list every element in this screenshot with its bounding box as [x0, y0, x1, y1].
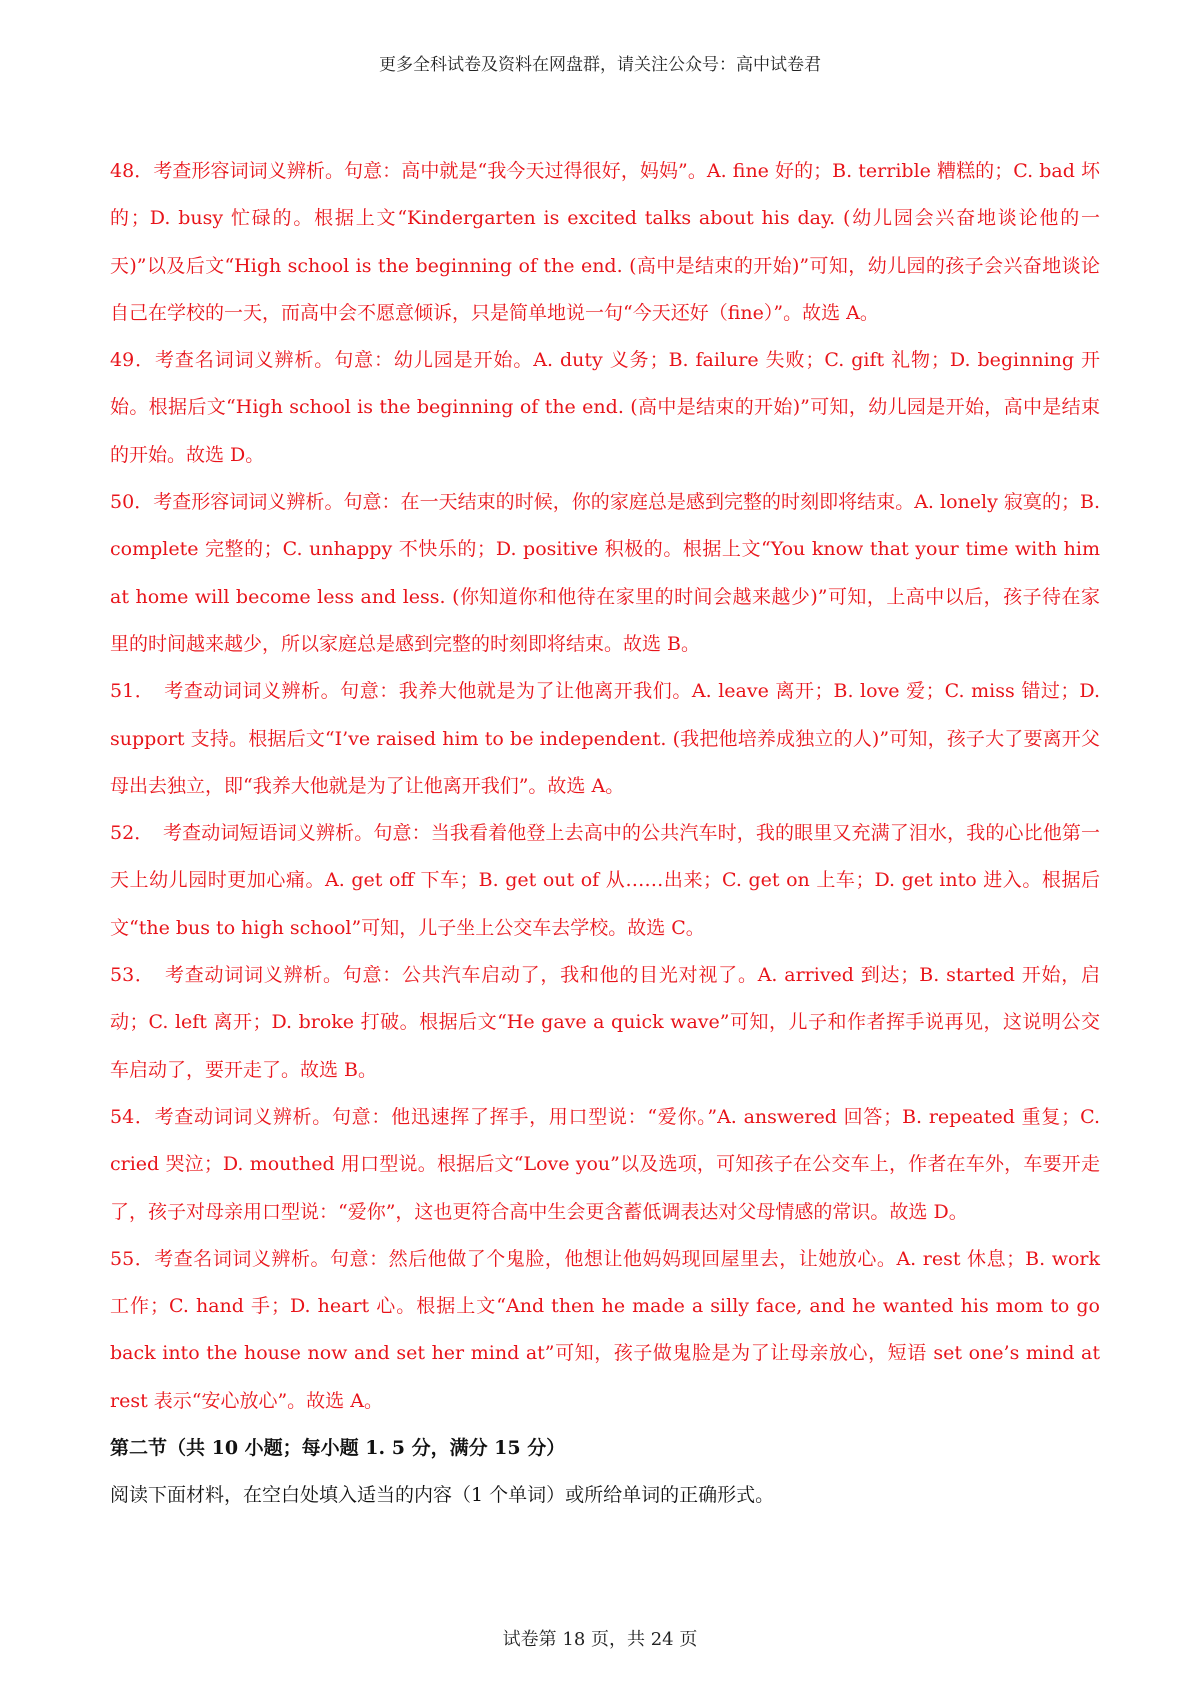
document-body	[110, 148, 1100, 1520]
section-instruction: 阅读下面材料，在空白处填入适当的内容（1 个单词）或所给单词的正确形式。	[110, 1484, 775, 1507]
answer-50: 50．考查形容词词义辨析。句意：在一天结束的时候，你的家庭总是感到完整的时刻即将结束。A. lonely 寂寞的；B. complete 完整的；C. unhappy 不快乐的；D. positive 积极的。根据上文“You know that your time with him at home will become less and less. (你知道你和他待在家里的时间会越来越少)”可知，上高中以后，孩子待在家里的时间越来越少，所以家庭总是感到完整的时刻即将结束。故选 B。	[110, 491, 1100, 655]
answer-52: 52． 考查动词短语词义辨析。句意：当我看着他登上去高中的公共汽车时，我的眼里又充满了泪水，我的心比他第一天上幼儿园时更加心痛。A. get off 下车；B. get out of 从……出来；C. get on 上车；D. get into 进入。根据后文“the bus to high school”可知，儿子坐上公交车去学校。故选 C。	[110, 822, 1100, 939]
answer-51: 51． 考查动词词义辨析。句意：我养大他就是为了让他离开我们。A. leave 离开；B. love 爱；C. miss 错过；D. support 支持。根据后文“I’ve raised him to be independent. (我把他培养成独立的人)”可知，孩子大了要离开父母出去独立，即“我养大他就是为了让他离开我们”。故选 A。	[110, 680, 1100, 797]
answer-48: 48．考查形容词词义辨析。句意：高中就是“我今天过得很好，妈妈”。A. fine 好的；B. terrible 糟糕的；C. bad 坏的；D. busy 忙碌的。根据上文“Kindergarten is excited talks about his day. (幼儿园会兴奋地谈论他的一天)”以及后文“High school is the beginning of the end. (高中是结束的开始)”可知，幼儿园的孩子会兴奋地谈论自己在学校的一天，而高中会不愿意倾诉，只是简单地说一句“今天还好（fine）”。故选 A。	[110, 160, 1100, 324]
answer-55: 55．考查名词词义辨析。句意：然后他做了个鬼脸，他想让他妈妈现回屋里去，让她放心。A. rest 休息；B. work 工作；C. hand 手；D. heart 心。根据上文“And then he made a silly face, and he wanted his mom to go back into the house now and set her mind at”可知，孩子做鬼脸是为了让母亲放心，短语 set one’s mind at rest 表示“安心放心”。故选 A。	[110, 1247, 1100, 1412]
answer-49: 49．考查名词词义辨析。句意：幼儿园是开始。A. duty 义务；B. failure 失败；C. gift 礼物；D. beginning 开始。根据后文“High school is the beginning of the end. (高中是结束的开始)”可知，幼儿园是开始，高中是结束的开始。故选 D。	[110, 349, 1100, 466]
answer-53: 53． 考查动词词义辨析。句意：公共汽车启动了，我和他的目光对视了。A. arrived 到达；B. started 开始，启动；C. left 离开；D. broke 打破。根据后文“He gave a quick wave”可知，儿子和作者挥手说再见，这说明公交车启动了，要开走了。故选 B。	[110, 964, 1100, 1081]
page-footer: 试卷第 18 页，共 24 页	[502, 1629, 698, 1650]
section-title: 第二节（共 10 小题；每小题 1. 5 分，满分 15 分）	[110, 1437, 566, 1460]
answer-54: 54．考查动词词义辨析。句意：他迅速挥了挥手，用口型说：“爱你。”A. answered 回答；B. repeated 重复；C. cried 哭泣；D. mouthed 用口型说。根据后文“Love you”以及选项，可知孩子在公交车上，作者在车外，车要开走了，孩子对母亲用口型说：“爱你”，这也更符合高中生会更含蓄低调表达对父母情感的常识。故选 D。	[110, 1105, 1100, 1223]
page-header: 更多全科试卷及资料在网盘群，请关注公众号：高中试卷君	[379, 55, 821, 75]
